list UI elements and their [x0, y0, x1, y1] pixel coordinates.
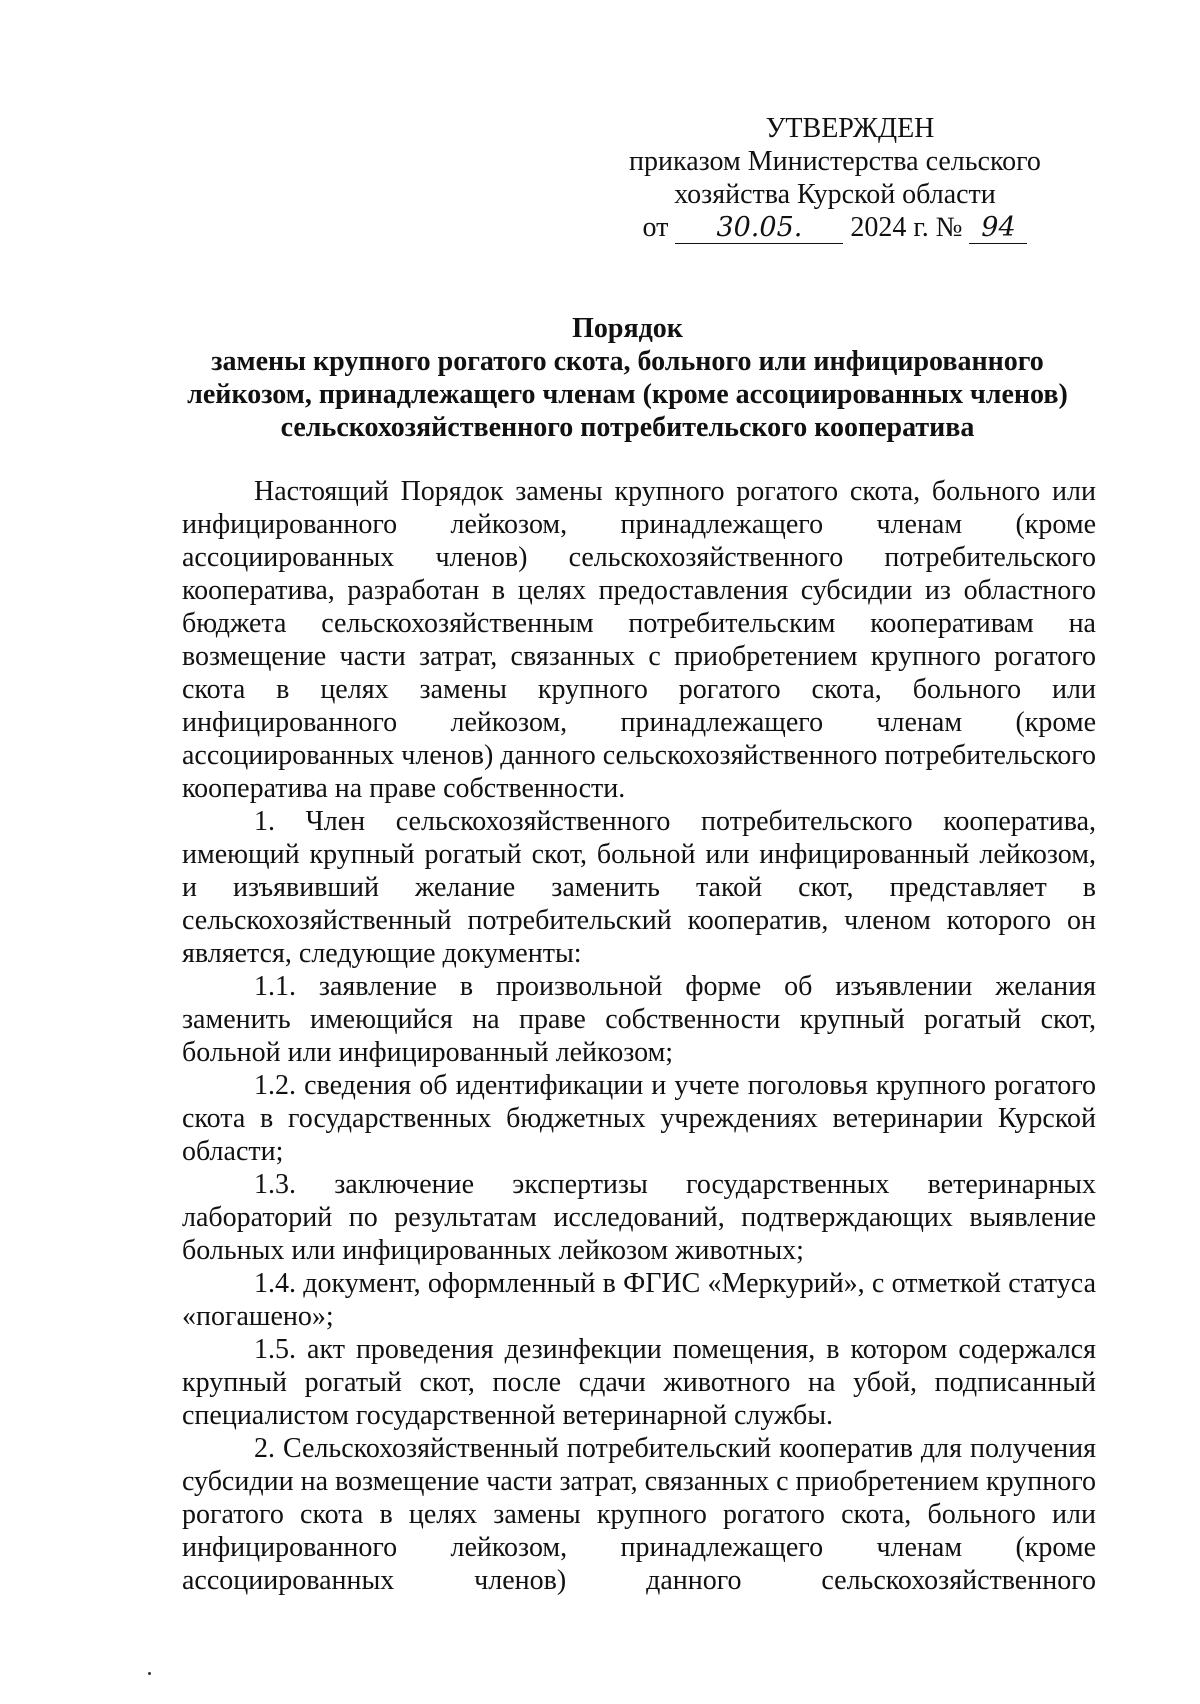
title-heading: Порядок — [572, 313, 683, 344]
title-line-3: сельскохозяйственного потребительского кооператива — [280, 412, 975, 443]
handwritten-number: 94 — [969, 213, 1027, 244]
paragraph-1-3: 1.3. заключение экспертизы государственных ветеринарных лабораторий по результатам исследований, подтверждающих выявление больных или инфицированных лейкозом животных; — [182, 1169, 1096, 1266]
paragraph-1-5: 1.5. акт проведения дезинфекции помещения, в котором содержался крупный рогатый скот, после сдачи животного на убой, подписанный специалистом государственной ветеринарной службы. — [182, 1334, 1096, 1431]
paragraph-1-4: 1.4. документ, оформленный в ФГИС «Меркурий», с отметкой статуса «погашено»; — [182, 1268, 1096, 1332]
scan-speck — [148, 1672, 151, 1675]
approval-ministry-line: хозяйства Курской области — [674, 179, 996, 210]
paragraph-1-2: 1.2. сведения об идентификации и учете поголовья крупного рогатого скота в государственных бюджетных учреждениях ветеринарии Курской области; — [182, 1070, 1096, 1167]
approval-block — [600, 112, 1070, 244]
paragraph-1: 1. Член сельскохозяйственного потребительского кооператива, имеющий крупный рогатый скот, больной или инфицированный лейкозом, и изъявивший желание заменить такой скот, представляет в сельскохозяйственный потребительский кооператив, членом которого он является, следующие документы: — [182, 806, 1096, 969]
document-body — [182, 475, 1096, 1597]
paragraph-2: 2. Сельскохозяйственный потребительский кооператив для получения субсидии на возмещение части затрат, связанных с приобретением крупного рогатого скота в целях замены крупного рогатого скота, больного или инфицированного лейкозом, принадлежащего членам (кроме ассоциированных членов) данного сельскохозяйственного — [182, 1433, 1096, 1596]
approval-order-line: приказом Министерства сельского — [629, 146, 1041, 177]
paragraph-intro: Настоящий Порядок замены крупного рогатого скота, больного или инфицированного лейкозом, принадлежащего членам (кроме ассоциированных членов) сельскохозяйственного потребительского кооператива, разработан в целях предоставления субсидии из областного бюджета сельскохозяйственным потребительским кооперативам на возмещение части затрат, связанных с приобретением крупного рогатого скота в целях замены крупного рогатого скота, больного или инфицированного лейкозом, принадлежащего членам (кроме ассоциированных членов) данного сельскохозяйственного потребительского кооператива на праве собственности. — [182, 476, 1097, 804]
handwritten-date: 30.05. — [675, 213, 843, 244]
document-title — [150, 312, 1105, 444]
approved-label: УТВЕРЖДЕН — [765, 113, 935, 144]
paragraph-1-1: 1.1. заявление в произвольной форме об изъявлении желания заменить имеющийся на праве собственности крупный рогатый скот, больной или инфицированный лейкозом; — [182, 971, 1096, 1068]
year-number-label: 2024 г. № — [850, 212, 963, 243]
title-line-2: лейкозом, принадлежащего членам (кроме ассоциированных членов) — [187, 379, 1068, 410]
approval-date-line — [600, 211, 1070, 244]
title-line-1: замены крупного рогатого скота, больного или инфицированного — [211, 346, 1044, 377]
from-label: от — [642, 212, 669, 243]
